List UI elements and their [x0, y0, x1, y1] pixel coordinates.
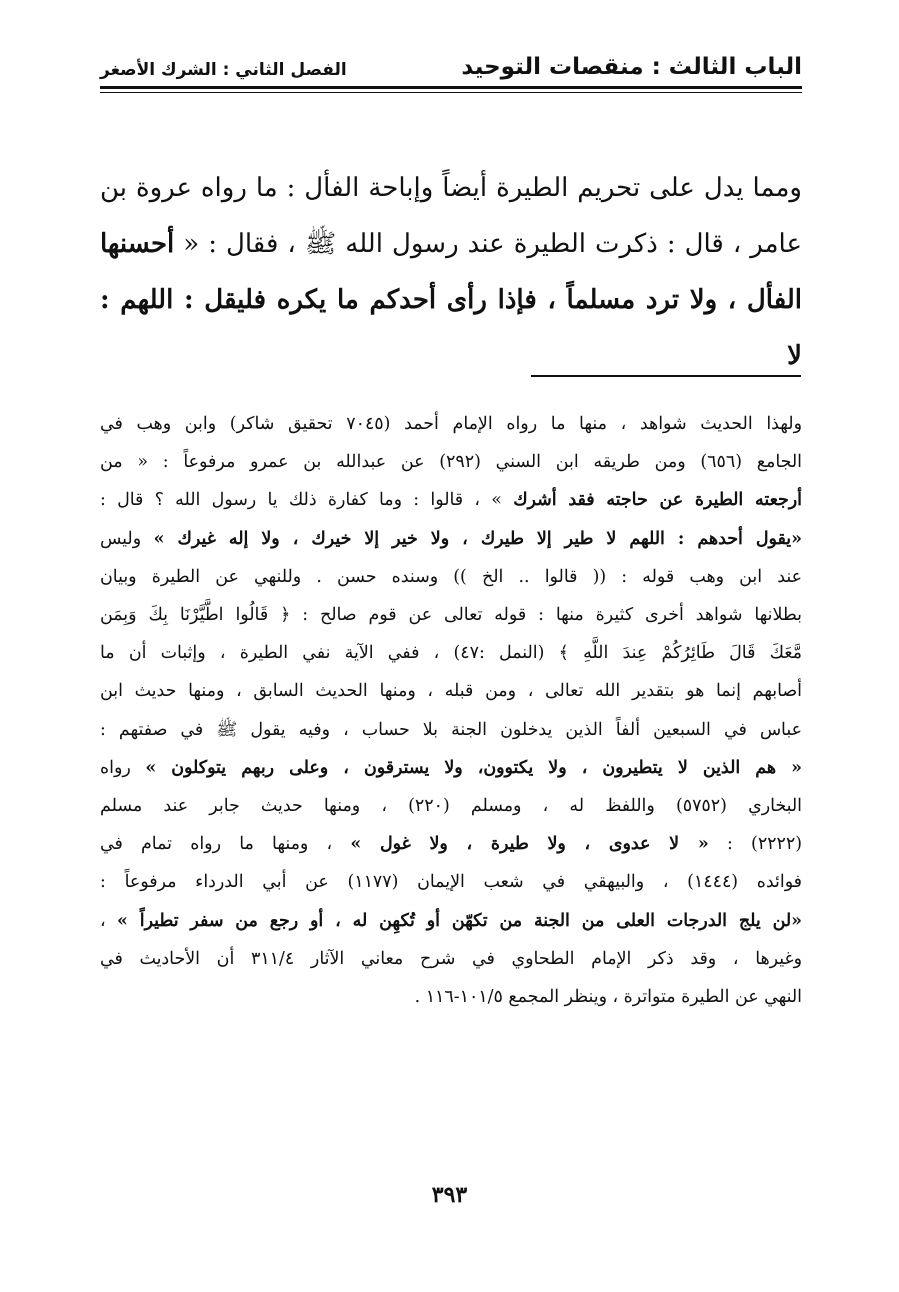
footnote-line: عباس في السبعين ألفاً الذين يدخلون الجنة بلا حساب ، وفيه يقول ﷺ في صفتهم :: [100, 719, 802, 740]
running-header: [100, 40, 802, 80]
page-number: ٣٩٣: [431, 1182, 468, 1208]
section-subtitle: الفصل الثاني : الشرك الأصغر: [100, 60, 347, 80]
footnote-line: [100, 749, 802, 787]
footnote-line: [100, 902, 802, 940]
footnote-line: [100, 481, 802, 519]
chapter-title: الباب الثالث : منقصات التوحيد: [461, 54, 802, 80]
hadith-text: « هم الذين لا يتطيرون ، ولا يكتوون، ولا يسترقون ، وعلى ربهم يتوكلون »: [145, 757, 802, 778]
main-line-1: ومما يدل على تحريم الطيرة أيضاً وإباحة الفأل : ما رواه عروة بن: [100, 173, 802, 203]
main-line-3: الفأل ، ولا ترد مسلماً ، فإذا رأى أحدكم ما يكره فليقل : اللهم : لا: [100, 285, 802, 371]
footnote-line: بطلانها شواهد أخرى كثيرة منها : قوله تعالى عن قوم صالح : ﴿ قَالُوا اطَّيَّرْنَا بِكَ وَبِمَن: [100, 605, 802, 626]
footnote-line: وغيرها ، وقد ذكر الإمام الطحاوي في شرح معاني الآثار ٣١١/٤ أن الأحاديث في: [100, 948, 802, 969]
footnote-line: النهي عن الطيرة متواترة ، وينظر المجمع ١٠١/٥-١١٦ .: [414, 987, 802, 1008]
footnote-line: مَّعَكَ قَالَ طَائِرُكُمْ عِندَ اللَّهِ ﴾ (النمل :٤٧) ، ففي الآية نفي الطيرة ، وإثبات أن ما: [100, 643, 802, 664]
hadith-text: «لن يلج الدرجات العلى من الجنة من تكهّن أو تُكهِن له ، أو رجع من سفر تطيراً »: [116, 910, 802, 931]
footnote-text: » ، قالوا : وما كفارة ذلك يا رسول الله ؟ قال :: [100, 490, 514, 511]
footnote-text: ، ومنها ما رواه تمام في: [100, 834, 351, 855]
footnote-text: ،: [100, 910, 117, 931]
header-rule: [100, 86, 802, 89]
footnote-line: [100, 520, 802, 558]
footnote-line: ولهذا الحديث شواهد ، منها ما رواه الإمام أحمد (٧٠٤٥ تحقيق شاكر) وابن وهب في: [100, 414, 802, 434]
main-paragraph: [100, 160, 802, 384]
hadith-text: «يقول أحدهم : اللهم لا طير إلا طيرك ، ولا خير إلا خيرك ، ولا إله غيرك »: [153, 528, 802, 549]
main-line-2-text: عامر ، قال : ذكرت الطيرة عند رسول الله ﷺ ، فقال : «: [183, 229, 802, 259]
main-line-2: [100, 216, 802, 272]
footnote-line: [100, 825, 802, 863]
footnote-separator: [531, 375, 801, 377]
footnote-text: (٢٢٢٢) :: [708, 834, 803, 855]
header-rule-thin: [100, 92, 802, 93]
footnote-line: فوائده (١٤٤٤) ، والبيهقي في شعب الإيمان (١١٧٧) عن أبي الدرداء مرفوعاً :: [100, 872, 802, 893]
hadith-quote-start: أحسنها: [100, 229, 175, 259]
footnote-text: رواه: [100, 757, 146, 778]
footnote-text: وليس: [100, 528, 154, 549]
footnote: [100, 405, 802, 1016]
footnote-line: أصابهم إنما هو بتقدير الله تعالى ، ومن قبله ، ومنها الحديث السابق ، ومنها حديث ابن: [100, 681, 802, 702]
hadith-text: « لا عدوى ، ولا طيرة ، ولا غول »: [350, 834, 709, 855]
footnote-line: عند ابن وهب قوله : (( قالوا .. الخ )) وسنده حسن . وللنهي عن الطيرة وبيان: [100, 566, 802, 587]
footnote-line: البخاري (٥٧٥٢) واللفظ له ، ومسلم (٢٢٠) ، ومنها حديث جابر عند مسلم: [100, 796, 802, 817]
hadith-text: أرجعته الطيرة عن حاجته فقد أشرك: [513, 490, 803, 511]
footnote-line: الجامع (٦٥٦) ومن طريقه ابن السني (٢٩٢) عن عبدالله بن عمرو مرفوعاً : « من: [100, 452, 802, 473]
